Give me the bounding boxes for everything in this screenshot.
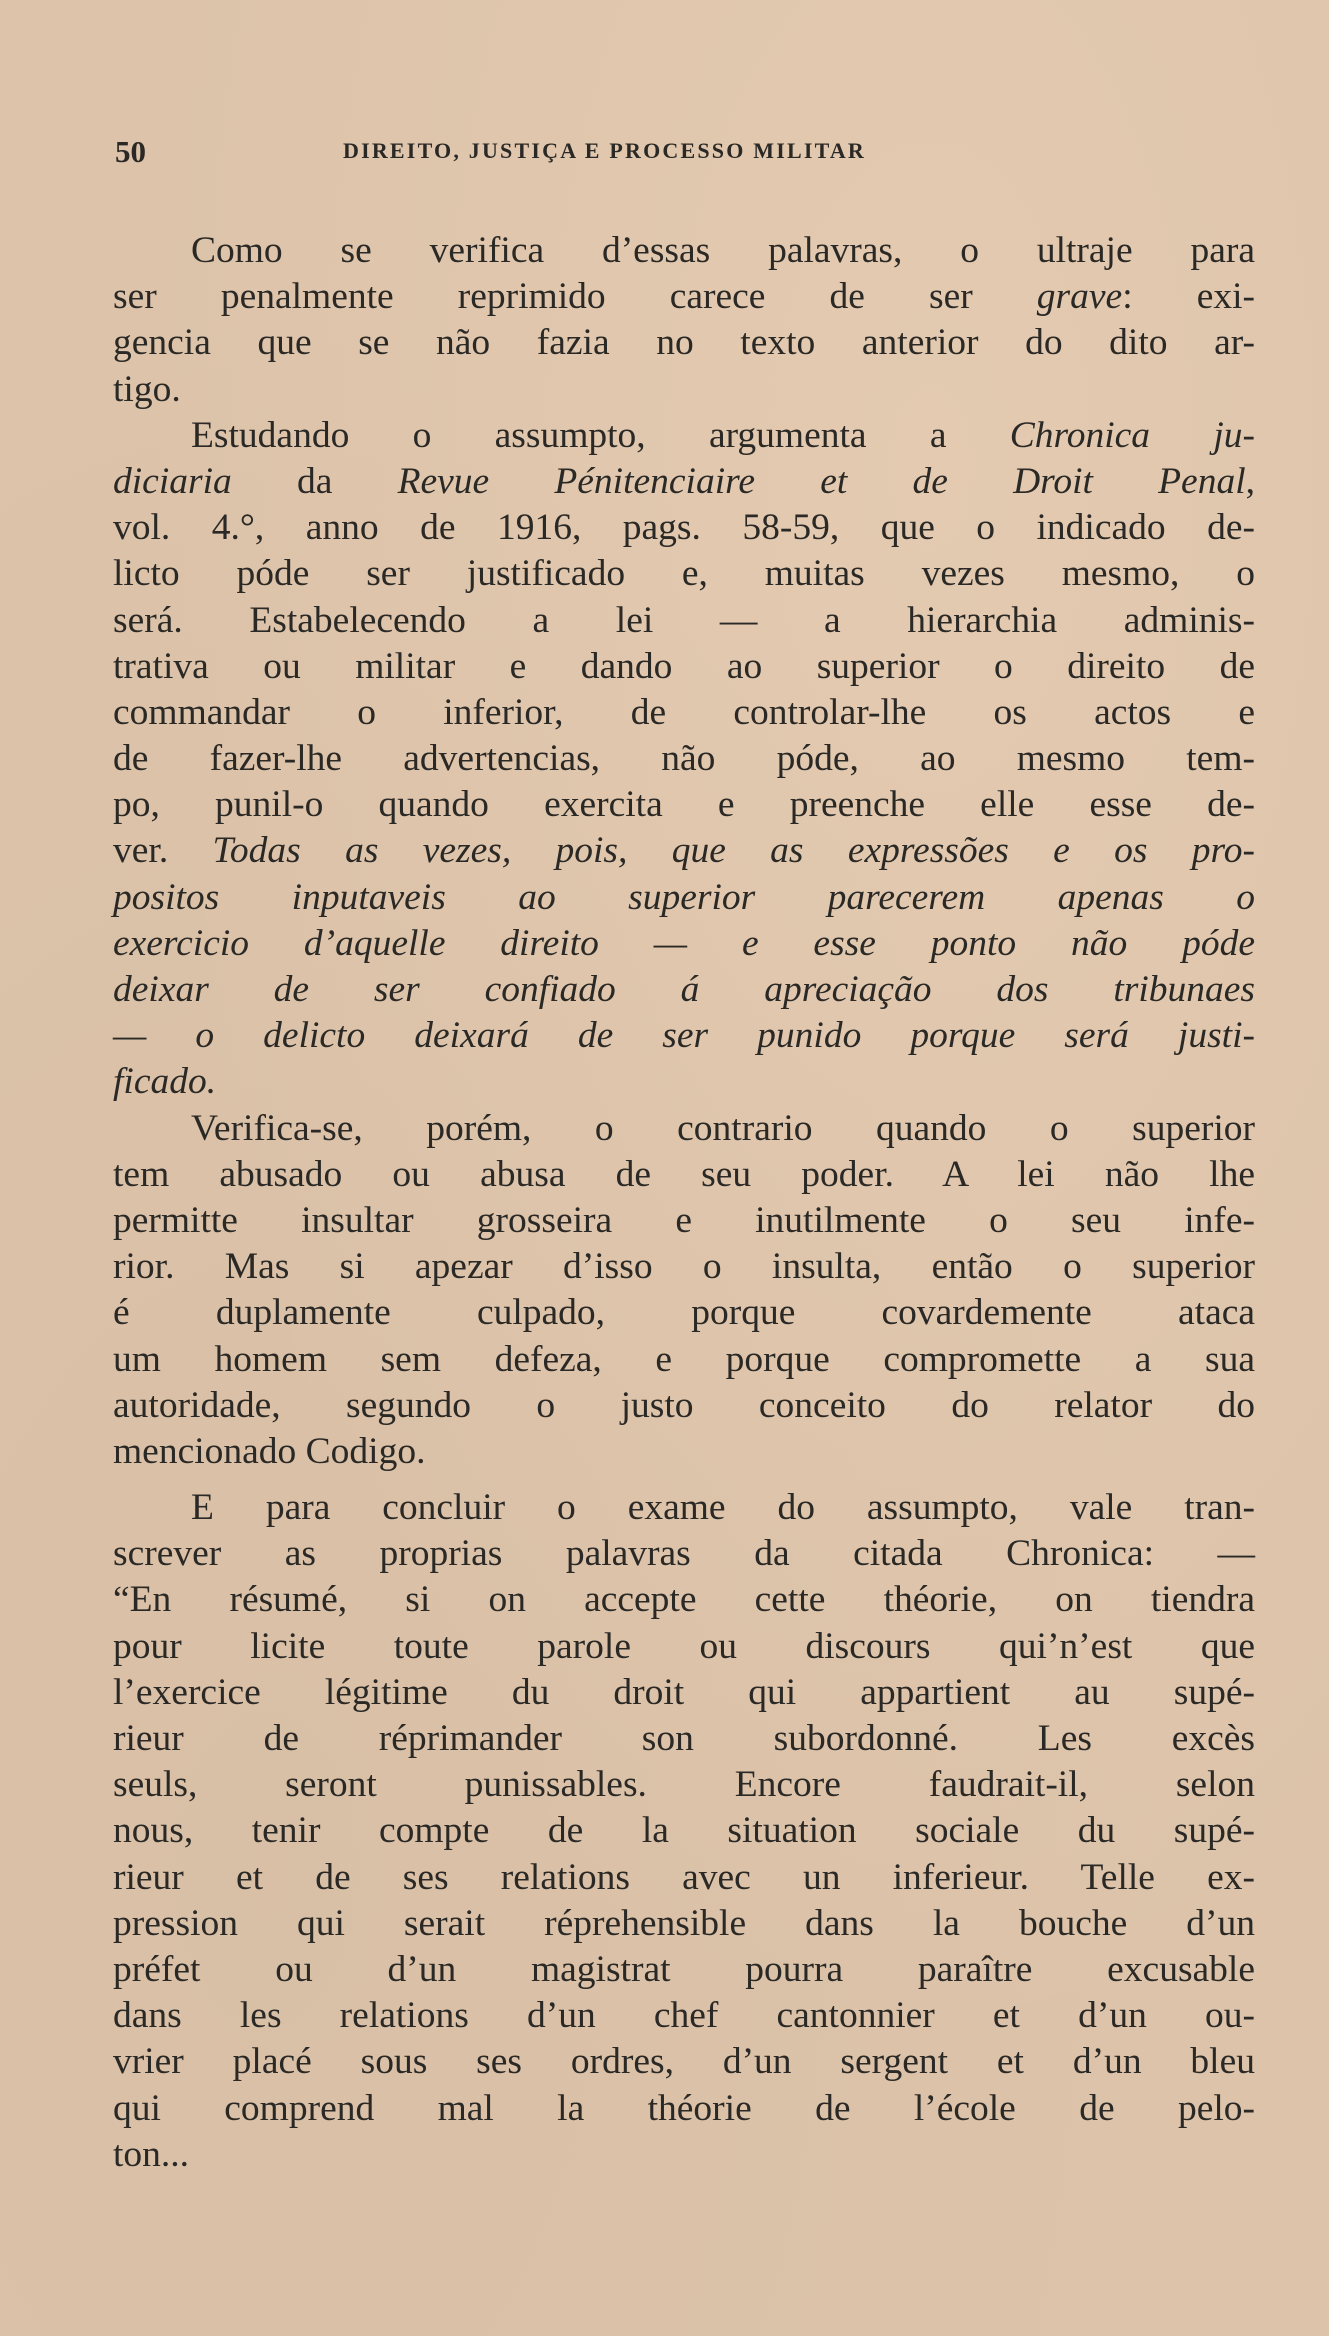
italic-text: Todas as vezes, pois, que as expressões e os pro-: [212, 830, 1255, 872]
text-line: [113, 2132, 1255, 2178]
italic-text: deixar de ser confiado á apreciação dos tribunaes: [113, 969, 1255, 1010]
text-segment: dans les relations d’un chef cantonnier et d’un ou-: [113, 1995, 1255, 2037]
text-segment: de fazer-lhe advertencias, não póde, ao mesmo tem-: [113, 738, 1255, 780]
text-line: [113, 598, 1255, 644]
text-line: [113, 2039, 1255, 2085]
italic-text: — o delicto deixará de ser punido porque será justi-: [113, 1015, 1255, 1057]
text-line: [113, 1244, 1255, 1290]
text-segment: rior. Mas si apezar d’isso o insulta, então o superior: [113, 1246, 1255, 1288]
text-line: [113, 459, 1255, 505]
text-segment: permitte insultar grosseira e inutilmente o seu infe-: [113, 1199, 1255, 1241]
italic-text: exercicio d’aquelle direito — e esse ponto não póde: [113, 922, 1255, 964]
text-segment: tem abusado ou abusa de seu poder. A lei não lhe: [113, 1153, 1255, 1195]
text-segment: qui comprend mal la théorie de l’école de pelo-: [113, 2087, 1255, 2129]
italic-text: positos inputaveis ao superior parecerem apenas o: [113, 876, 1255, 918]
text-line: [113, 1059, 1255, 1105]
running-title: DIREITO, JUSTIÇA E PROCESSO MILITAR: [343, 138, 867, 163]
text-segment: pour licite toute parole ou discours qui’n’est que: [113, 1625, 1255, 1667]
text-line: [113, 782, 1255, 828]
italic-text: diciaria: [113, 460, 232, 502]
text-segment: po, punil-o quando exercita e preenche elle esse de-: [113, 784, 1255, 826]
text-segment: autoridade, segundo o justo conceito do relator do: [113, 1384, 1255, 1426]
text-segment: pression qui serait réprehensible dans la bouche d’un: [113, 1902, 1255, 1944]
text-segment: seuls, seront punissables. Encore faudrait-il, selon: [113, 1764, 1255, 1806]
text-segment: licto póde ser justificado e, muitas vezes mesmo, o: [113, 553, 1255, 595]
text-segment: rieur de réprimander son subordonné. Les excès: [113, 1718, 1255, 1759]
text-line: [113, 505, 1255, 551]
text-segment: vol. 4.°, anno de 1916, pags. 58-59, que o indicado de-: [113, 507, 1255, 549]
text-line: [113, 320, 1255, 366]
text-line: [113, 1198, 1255, 1244]
text-line: [113, 1383, 1255, 1429]
text-line: [113, 1429, 1255, 1475]
text-line: [113, 274, 1255, 320]
text-segment: Como se verifica d’essas palavras, o ultraje para: [191, 230, 1255, 271]
text-segment: : exi-: [1122, 276, 1255, 318]
text-line: [113, 1577, 1255, 1623]
text-segment: screver as proprias palavras da citada Chronica: —: [113, 1533, 1255, 1575]
text-segment: E para concluir o exame do assumpto, vale tran-: [191, 1487, 1255, 1529]
body-text: [113, 228, 1255, 2178]
text-segment: préfet ou d’un magistrat pourra paraître excusable: [113, 1948, 1255, 1990]
text-line: [113, 1531, 1255, 1577]
text-segment: será. Estabelecendo a lei — a hierarchia adminis-: [113, 599, 1255, 641]
text-segment: ser penalmente reprimido carece de ser: [113, 276, 1037, 318]
text-line: [113, 690, 1255, 736]
text-line: [113, 1901, 1255, 1947]
text-line: [113, 1947, 1255, 1993]
italic-text: ficado.: [113, 1061, 217, 1103]
text-segment: é duplamente culpado, porque covardemente ataca: [113, 1292, 1255, 1334]
text-segment: Estudando o assumpto, argumenta a: [191, 414, 1010, 456]
text-line: [113, 413, 1255, 459]
text-segment: l’exercice légitime du droit qui appartient au supé-: [113, 1671, 1255, 1713]
paragraph: [113, 1485, 1255, 2178]
text-segment: da: [231, 460, 398, 502]
text-segment: ver.: [113, 830, 213, 872]
paragraph-gap: [113, 1475, 1255, 1485]
paragraph: [113, 228, 1255, 413]
text-line: [113, 228, 1255, 274]
book-page: [113, 130, 1255, 2178]
text-segment: gencia que se não fazia no texto anterior do dito ar-: [113, 322, 1255, 364]
text-line: [113, 1152, 1255, 1198]
text-line: [113, 1290, 1255, 1336]
text-line: [113, 1716, 1255, 1762]
text-segment: um homem sem defeza, e porque compromette a sua: [113, 1338, 1255, 1380]
text-line: [113, 1855, 1255, 1901]
paragraph: [113, 1106, 1255, 1476]
text-line: [113, 967, 1255, 1013]
text-line: [113, 1106, 1255, 1152]
text-segment: mencionado Codigo.: [113, 1430, 426, 1472]
text-segment: rieur et de ses relations avec un inferieur. Telle ex-: [113, 1856, 1255, 1898]
text-line: [113, 1013, 1255, 1059]
text-line: [113, 1762, 1255, 1808]
text-segment: commandar o inferior, de controlar-lhe os actos e: [113, 691, 1255, 733]
text-segment: “En résumé, si on accepte cette théorie, on tiendra: [113, 1579, 1255, 1621]
italic-text: Chronica ju-: [1009, 414, 1255, 456]
text-line: [113, 2086, 1255, 2132]
text-line: [113, 1670, 1255, 1716]
text-line: [113, 1808, 1255, 1854]
text-segment: ton...: [113, 2133, 190, 2175]
text-segment: tigo.: [113, 368, 181, 410]
text-line: [113, 1485, 1255, 1531]
text-line: [113, 828, 1255, 874]
text-segment: vrier placé sous ses ordres, d’un sergent et d’un bleu: [113, 2041, 1255, 2083]
text-line: [113, 1993, 1255, 2039]
paragraph: [113, 413, 1255, 1106]
text-line: [113, 1337, 1255, 1383]
text-line: [113, 875, 1255, 921]
running-head: [113, 130, 1255, 180]
text-line: [113, 551, 1255, 597]
text-line: [113, 367, 1255, 413]
text-line: [113, 736, 1255, 782]
italic-text: Revue Pénitenciaire et de Droit Penal: [397, 460, 1246, 502]
italic-text: grave: [1036, 276, 1123, 318]
page-number: 50: [115, 134, 146, 169]
text-line: [113, 1624, 1255, 1670]
text-line: [113, 921, 1255, 967]
text-segment: nous, tenir compte de la situation sociale du supé-: [113, 1810, 1255, 1852]
text-line: [113, 644, 1255, 690]
text-segment: Verifica-se, porém, o contrario quando o superior: [191, 1107, 1255, 1149]
text-segment: trativa ou militar e dando ao superior o direito de: [113, 645, 1255, 687]
text-segment: ,: [1245, 460, 1255, 502]
